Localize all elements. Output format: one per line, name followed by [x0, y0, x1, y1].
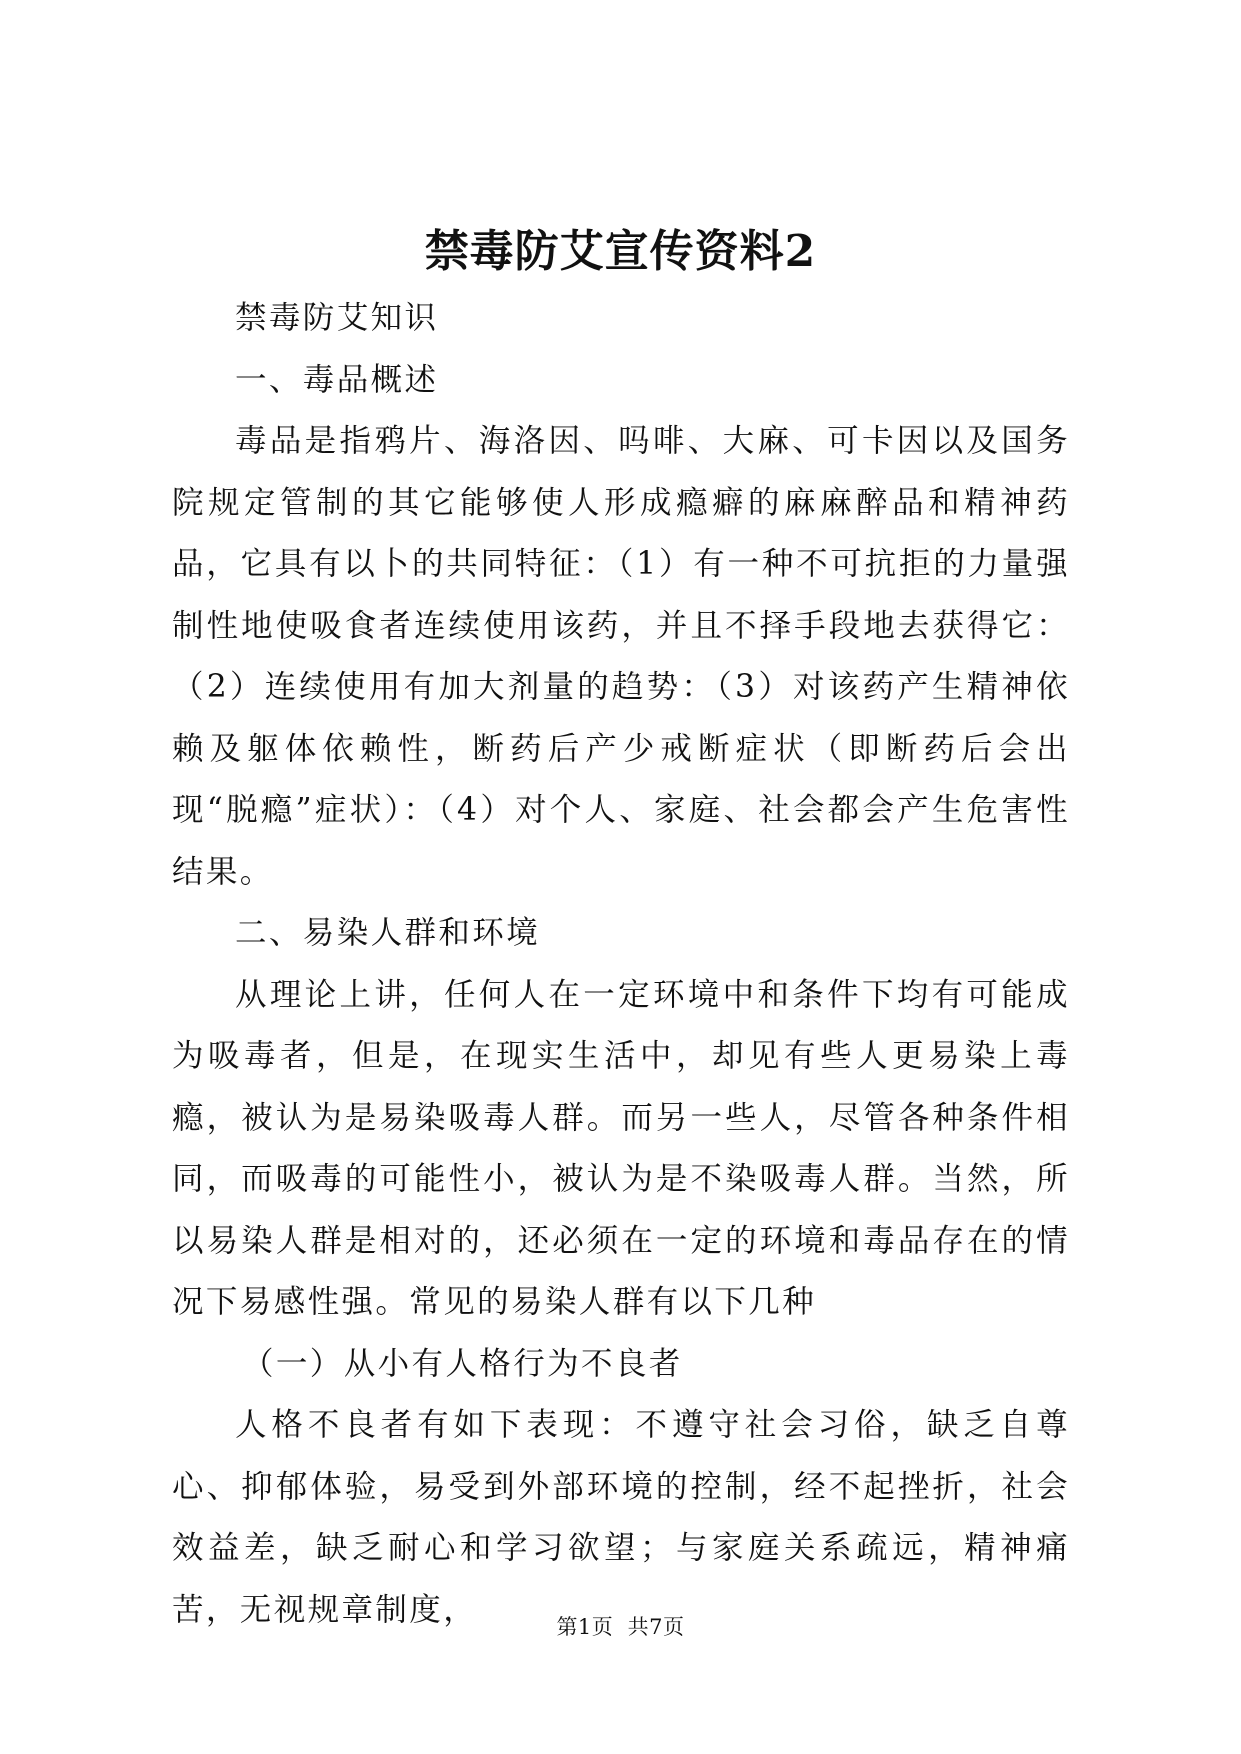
- paragraph: 人格不良者有如下表现：不遵守社会习俗，缺乏自尊心、抑郁体验，易受到外部环境的控制，经不起挫折，社会效益差，缺乏耐心和学习欲望；与家庭关系疏远，精神痛苦，无视规章制度，: [172, 1407, 1070, 1628]
- paragraph: 毒品是指鸦片、海洛因、吗啡、大麻、可卡因以及国务院规定管制的其它能够使人形成瘾癖的麻麻醉品和精神药品，它具有以卜的共同特征：（1）有一种不可抗拒的力量强制性地使吸食者连续使用该药，并且不择手段地去获得它：（2）连续使用有加大剂量的趋势：（3）对该药产生精神依赖及躯体依赖性，断药后产少戒断症状（即断药后会出现“脱瘾”症状）：（4）对个人、家庭、社会都会产生危害性结果。: [172, 423, 1070, 890]
- subsection-heading: （一）从小有人格行为不良者: [242, 1345, 683, 1382]
- footer-spacer: [613, 1615, 627, 1639]
- paragraph: 从理论上讲，任何人在一定环境中和条件下均有可能成为吸毒者，但是，在现实生活中，却见有些人更易染上毒瘾，被认为是易染吸毒人群。而另一些人，尽管各种条件相同，而吸毒的可能性小，被认为是不染吸毒人群。当然，所以易染人群是相对的，还必须在一定的环境和毒品存在的情况下易感性强。常见的易染人群有以下几种: [172, 976, 1070, 1320]
- paragraph: 禁毒防艾知识: [235, 300, 439, 336]
- page-total: 共7页: [627, 1615, 685, 1639]
- section-heading: 一、毒品概述: [235, 361, 439, 398]
- document-title: 禁毒防艾宣传资料2: [424, 226, 817, 277]
- page-number: 第1页: [556, 1615, 614, 1639]
- page-footer: [0, 1612, 1241, 1642]
- section-heading: 二、易染人群和环境: [235, 915, 541, 951]
- document-body: [172, 288, 1070, 1641]
